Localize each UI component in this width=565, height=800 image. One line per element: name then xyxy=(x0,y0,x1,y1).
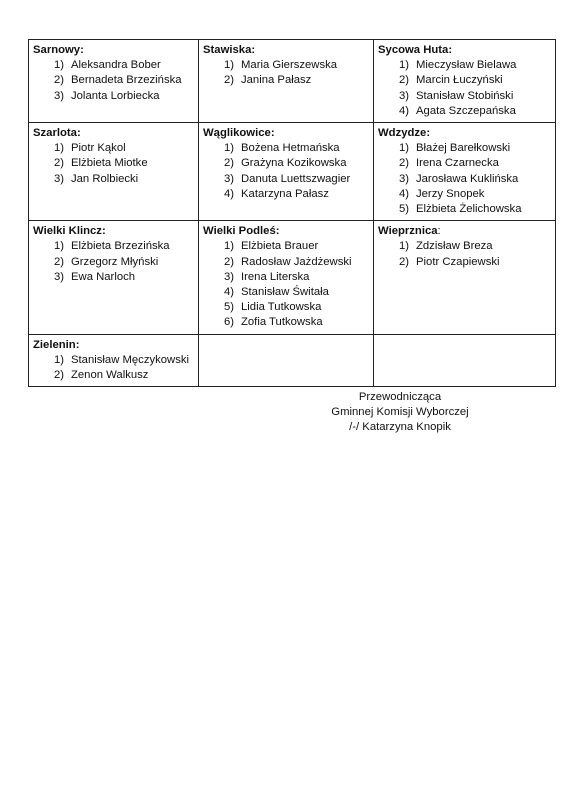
member-name: Elżbieta Brzezińska xyxy=(71,240,170,253)
member-name: Irena Literska xyxy=(241,270,310,283)
list-item xyxy=(54,141,194,156)
item-number: 3) xyxy=(399,172,410,185)
village-label: Wieprznica xyxy=(378,225,438,238)
village-cell xyxy=(199,123,374,221)
item-number: 6) xyxy=(224,316,235,329)
list-item xyxy=(224,270,369,285)
member-name: Zdzisław Breza xyxy=(416,240,493,253)
list-item xyxy=(224,73,369,88)
village-cell xyxy=(29,334,199,387)
item-number: 1) xyxy=(399,240,410,253)
village-colon: : xyxy=(75,338,80,351)
list-item xyxy=(224,172,369,187)
item-number: 1) xyxy=(54,59,65,72)
list-item xyxy=(224,58,369,73)
village-cell xyxy=(29,123,199,221)
list-item xyxy=(399,202,551,217)
village-label: Wąglikowice xyxy=(203,127,271,140)
item-number: 5) xyxy=(224,301,235,314)
member-name: Stanisław Stobiński xyxy=(416,89,514,102)
member-list xyxy=(378,141,551,217)
list-item xyxy=(54,58,194,73)
item-number: 2) xyxy=(54,74,65,87)
table-row xyxy=(29,123,556,221)
village-colon: : xyxy=(270,127,275,140)
member-name: Jarosława Kuklińska xyxy=(416,172,519,185)
item-number: 1) xyxy=(54,353,65,366)
village-cell xyxy=(29,221,199,334)
list-item xyxy=(54,270,194,285)
list-item xyxy=(224,141,369,156)
member-name: Lidia Tutkowska xyxy=(241,301,322,314)
list-item xyxy=(399,255,551,270)
list-item xyxy=(54,239,194,254)
list-item xyxy=(54,156,194,171)
item-number: 3) xyxy=(224,270,235,283)
member-name: Ewa Narloch xyxy=(71,270,136,283)
member-list xyxy=(203,239,369,330)
member-name: Jolanta Lorbiecka xyxy=(71,89,160,102)
village-name xyxy=(378,126,551,141)
item-number: 1) xyxy=(399,142,410,155)
village-cell xyxy=(374,221,556,334)
member-name: Danuta Luettszwagier xyxy=(241,172,351,185)
member-name: Stanisław Męczykowski xyxy=(71,353,190,366)
member-list xyxy=(33,353,194,383)
signature-role: Przewodnicząca xyxy=(358,391,442,403)
item-number: 3) xyxy=(224,172,235,185)
member-list xyxy=(33,141,194,187)
village-name xyxy=(33,126,194,141)
member-name: Radosław Jażdżewski xyxy=(241,255,352,268)
item-number: 4) xyxy=(399,104,410,117)
village-label: Wielki Podleś xyxy=(203,225,276,238)
empty-cell xyxy=(374,334,556,387)
member-name: Irena Czarnecka xyxy=(416,157,499,170)
member-name: Aleksandra Bober xyxy=(71,59,161,72)
list-item xyxy=(224,156,369,171)
item-number: 2) xyxy=(224,157,235,170)
signature-body: Gminnej Komisji Wyborczej xyxy=(331,406,469,419)
member-name: Mieczysław Bielawa xyxy=(416,59,517,72)
member-list xyxy=(378,58,551,119)
village-colon: : xyxy=(251,44,256,56)
table-row xyxy=(29,40,556,123)
member-name: Grzegorz Młyński xyxy=(71,255,159,268)
member-list xyxy=(203,58,369,88)
village-colon: : xyxy=(437,225,441,238)
list-item xyxy=(399,172,551,187)
item-number: 3) xyxy=(54,172,65,185)
member-name: Piotr Kąkol xyxy=(71,142,126,155)
village-cell xyxy=(29,40,199,123)
member-name: Grażyna Kozikowska xyxy=(241,157,347,170)
item-number: 1) xyxy=(54,240,65,253)
member-list xyxy=(33,58,194,104)
village-colon: : xyxy=(101,225,106,238)
list-item xyxy=(54,172,194,187)
village-name xyxy=(33,43,194,58)
table-row xyxy=(29,221,556,334)
village-colon: : xyxy=(80,44,84,56)
list-item xyxy=(399,73,551,88)
member-list xyxy=(33,239,194,285)
item-number: 1) xyxy=(399,59,410,72)
item-number: 2) xyxy=(224,255,235,268)
member-name: Piotr Czapiewski xyxy=(416,255,500,268)
member-name: Maria Gierszewska xyxy=(241,59,338,72)
item-number: 2) xyxy=(399,74,410,87)
village-name xyxy=(378,224,551,239)
empty-cell xyxy=(199,334,374,387)
member-list xyxy=(378,239,551,269)
list-item xyxy=(399,156,551,171)
item-number: 2) xyxy=(399,255,410,268)
village-name xyxy=(33,338,194,353)
member-name: Jan Rolbiecki xyxy=(71,172,139,185)
village-label: Sarnowy xyxy=(33,44,81,56)
list-item xyxy=(399,89,551,104)
list-item xyxy=(224,285,369,300)
list-item xyxy=(399,104,551,119)
item-number: 5) xyxy=(399,203,410,216)
village-colon: : xyxy=(426,127,431,140)
item-number: 2) xyxy=(54,369,65,382)
list-item xyxy=(54,73,194,88)
item-number: 2) xyxy=(54,255,65,268)
village-name xyxy=(203,43,369,58)
member-list xyxy=(203,141,369,202)
item-number: 3) xyxy=(54,89,65,102)
member-name: Stanisław Świtała xyxy=(241,286,329,299)
member-name: Elżbieta Brauer xyxy=(241,240,319,253)
list-item xyxy=(224,255,369,270)
village-name xyxy=(33,224,194,239)
list-item xyxy=(399,239,551,254)
member-name: Bernadeta Brzezińska xyxy=(71,74,182,87)
village-cell xyxy=(199,40,374,123)
village-label: Sycowa Huta xyxy=(378,44,449,56)
village-name xyxy=(378,43,551,58)
item-number: 1) xyxy=(224,240,235,253)
village-cell xyxy=(374,40,556,123)
list-item xyxy=(224,187,369,202)
list-item xyxy=(54,255,194,270)
member-name: Jerzy Snopek xyxy=(416,187,485,200)
item-number: 1) xyxy=(224,59,235,72)
table-row xyxy=(29,334,556,387)
village-colon: : xyxy=(448,44,453,56)
item-number: 2) xyxy=(399,157,410,170)
village-label: Stawiska xyxy=(203,44,252,56)
member-name: Janina Pałasz xyxy=(241,74,312,87)
village-label: Zielenin xyxy=(33,338,76,351)
list-item xyxy=(399,58,551,73)
list-item xyxy=(224,315,369,330)
member-name: Błażej Barełkowski xyxy=(416,142,511,155)
item-number: 3) xyxy=(399,89,410,102)
list-item xyxy=(54,89,194,104)
village-name xyxy=(203,126,369,141)
list-item xyxy=(54,353,194,368)
list-item xyxy=(54,368,194,383)
item-number: 4) xyxy=(399,187,410,200)
member-name: Elżbieta Miotke xyxy=(71,157,148,170)
member-name: Zofia Tutkowska xyxy=(241,316,323,329)
village-label: Wielki Klincz xyxy=(33,225,102,238)
signature-block xyxy=(300,390,500,436)
village-cell xyxy=(199,221,374,334)
village-colon: : xyxy=(275,225,280,238)
item-number: 2) xyxy=(54,157,65,170)
list-item xyxy=(399,141,551,156)
village-cell xyxy=(374,123,556,221)
item-number: 4) xyxy=(224,286,235,299)
list-item xyxy=(224,300,369,315)
village-name xyxy=(203,224,369,239)
item-number: 1) xyxy=(224,142,235,155)
member-name: Bożena Hetmańska xyxy=(241,142,340,155)
member-name: Elżbieta Żelichowska xyxy=(416,203,522,216)
village-label: Wdzydze xyxy=(378,127,427,140)
item-number: 1) xyxy=(54,142,65,155)
village-colon: : xyxy=(76,127,81,140)
signature-name: /-/ Katarzyna Knopik xyxy=(349,421,451,434)
item-number: 4) xyxy=(224,187,235,200)
member-name: Agata Szczepańska xyxy=(416,104,516,117)
item-number: 3) xyxy=(54,270,65,283)
member-name: Marcin Łuczyński xyxy=(416,74,503,87)
commission-table xyxy=(28,39,556,387)
village-label: Szarlota xyxy=(33,127,77,140)
member-name: Zenon Walkusz xyxy=(71,369,149,382)
list-item xyxy=(224,239,369,254)
member-name: Katarzyna Pałasz xyxy=(241,187,329,200)
item-number: 2) xyxy=(224,74,235,87)
list-item xyxy=(399,187,551,202)
